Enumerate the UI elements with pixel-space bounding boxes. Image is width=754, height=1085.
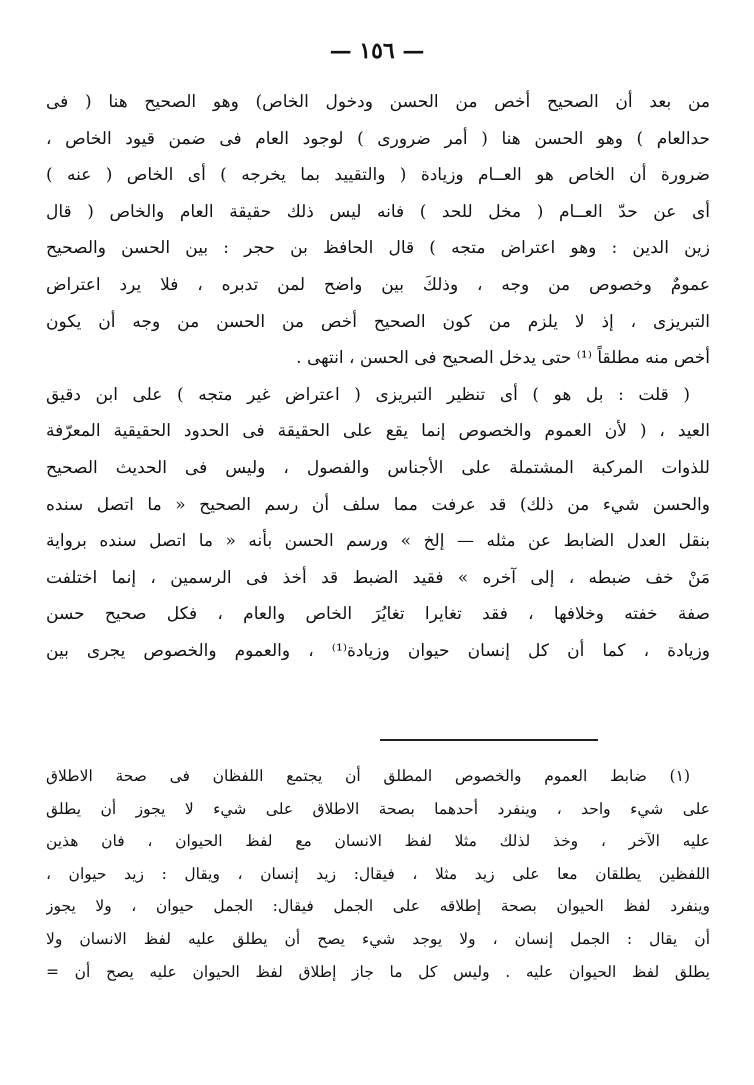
footnote-line-4: اللفظين يطلقان معا على زيد مثلا ، فيقال: زيد إنسان ، ويقال : زيد حيوان ، — [46, 864, 710, 883]
text-line-10: العيد ، ( لأن العموم والخصوص إنما يقع على الحقيقة فى الحدود الحقيقية المعرّفة — [46, 421, 710, 442]
footnote-separator — [380, 739, 598, 741]
text-line-4: أى عن حدّ العــام ( مخل للحد ) فانه ليس ذلك حقيقة العام والخاص ( قال — [46, 201, 710, 222]
text-line-15: صفة خفته وخلافها ، فقد تغايرا تغايُرَ الخاص والعام ، فكل صحيح حسن — [46, 604, 710, 625]
text-line-5: زين الدين : وهو اعتراض متجه ) قال الحافظ بن حجر : بين الحسن والصحيح — [46, 238, 710, 259]
footnote-line-1: (١) ضابط العموم والخصوص المطلق أن يجتمع اللفظان فى صحة الاطلاق — [46, 767, 690, 785]
text-line-3: ضرورة أن الخاص هو العــام وزيادة ( والتقييد بما يخرجه ) أى الخاص ( عنه ) — [46, 165, 710, 186]
text-line-12: والحسن شيء من ذلك) قد عرفت مما سلف أن رسم الصحيح « ما اتصل سنده — [46, 494, 710, 515]
text-line-8: أخص منه مطلقاً ⁽¹⁾ حتى يدخل الصحيح فى الحسن ، انتهى . — [296, 348, 710, 369]
text-line-2: حدالعام ) وهو الحسن هنا ( أمر ضرورى ) لوجود العام فى ضمن قيود الخاص ، — [46, 128, 710, 149]
text-line-13: بنقل العدل الضابط عن مثله — إلخ » ورسم الحسن بأنه « ما اتصل سنده برواية — [46, 531, 710, 552]
footnote-line-6: أن يقال : الجمل إنسان ، ولا يوجد شيء يصح أن يطلق عليه لفظ الانسان ولا — [46, 929, 710, 948]
page-number: — ١٥٦ — — [329, 38, 425, 64]
footnote-line-7: يطلق لفظ الحيوان عليه . وليس كل ما جاز إطلاق لفظ الحيوان عليه يصح أن = — [46, 962, 710, 981]
footnote — [46, 760, 710, 988]
text-line-11: للذوات المركبة المشتملة على الأجناس والفصول ، وليس فى الحديث الصحيح — [46, 457, 710, 478]
text-line-14: مَنْ خف ضبطه ، إلى آخره » فقيد الضبط قد أخذ فى الرسمين ، إنما اختلفت — [46, 567, 710, 588]
text-line-6: عمومٌ وخصوص من وجه ، وذلكَ بين واضح لمن تدبره ، فلا يرد اعتراض — [46, 274, 710, 295]
text-line-1: من بعد أن الصحيح أخص من الحسن ودخول الخاص) وهو الصحيح هنا ( فى — [46, 92, 710, 112]
text-line-7: التبريزى ، إذ لا يلزم من كون الصحيح أخص من الحسن من وجه أن يكون — [46, 311, 710, 332]
footnote-line-2: على شيء واحد ، وينفرد أحدهما بصحة الاطلاق على شيء لا يجوز أن يطلق — [46, 799, 710, 818]
text-line-9: ( قلت : بل هو ) أى تنظير التبريزى ( اعتراض غير متجه ) على ابن دقيق — [46, 384, 690, 405]
footnote-line-3: عليه الآخر ، وخذ لذلك مثلا لفظ الانسان مع لفظ الحيوان ، فان هذين — [46, 832, 710, 851]
main-text — [46, 84, 710, 670]
text-line-16: وزيادة ، كما أن كل إنسان حيوان وزيادة⁽¹⁾ ، والعموم والخصوص يجرى بين — [46, 640, 710, 661]
footnote-line-5: وينفرد لفظ الحيوان بصحة إطلاقه على الجمل فيقال: الجمل حيوان ، ولا يجوز — [46, 897, 710, 916]
